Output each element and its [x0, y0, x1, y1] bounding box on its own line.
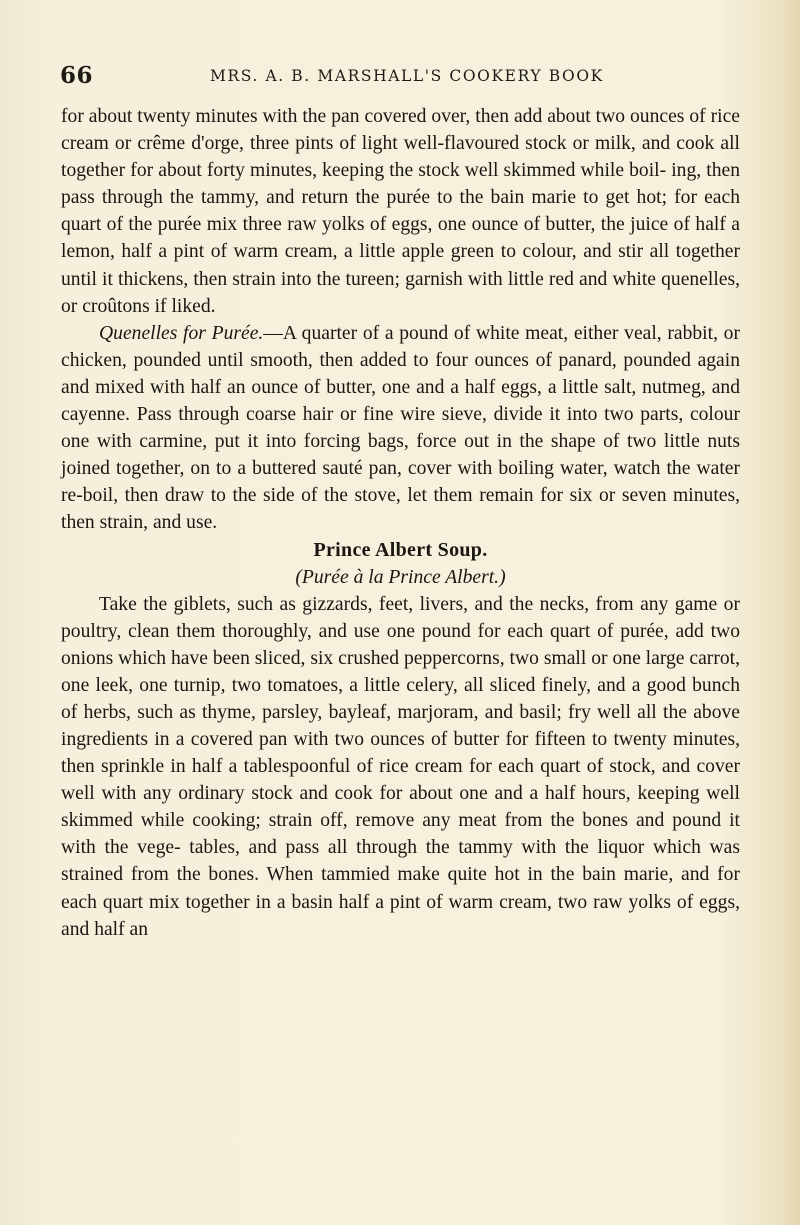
quenelles-heading: Quenelles for Purée.	[99, 322, 264, 344]
paragraph-soup-method: Take the giblets, such as gizzards, feet, livers, and the necks, from any game or poultry, clean them thoroughly, and use one pound for each quart of purée, add two onions which have been sliced, six crushed peppercorns, two small or one large carrot, one leek, one turnip, two tomatoes, a little celery, all sliced finely, and a good bunch of herbs, such as thyme, parsley, bayleaf, marjoram, and basil; fry well all the above ingredients in a covered pan with two ounces of butter for fifteen to twenty minutes, then sprinkle in half a tablespoonful of rice cream for each quart of stock, and cover well with any ordinary stock and cook for about one and a half hours, keeping well skimmed while cooking; strain off, remove any meat from the bones and pound it with the vege- tables, and pass all through the tammy with the liquor which was strained from the bones. When tammied make quite hot in the bain marie, and for each quart mix together in a basin half a pint of warm cream, two raw yolks of eggs, and half an	[61, 593, 740, 940]
soup-title: Prince Albert Soup.	[313, 538, 488, 561]
quenelles-text: —A quarter of a pound of white meat, either veal, rabbit, or chicken, pounded until smooth, then added to four ounces of panard, pounded again and mixed with half an ounce of butter, one and a half eggs, a little salt, nutmeg, and cayenne. Pass through coarse hair or fine wire sieve, divide it into two parts, colour one with carmine, put it into forcing bags, force out in the shape of two little nuts joined together, on to a buttered sauté pan, cover with boiling water, watch the water re-boil, then draw to the side of the stove, let them remain for six or seven minutes, then strain, and use.	[61, 322, 740, 534]
paragraph-quenelles	[61, 320, 740, 537]
header-title: MRS. A. B. MARSHALL'S COOKERY BOOK	[210, 67, 604, 85]
body-text	[61, 103, 740, 943]
paragraph-continuation: for about twenty minutes with the pan covered over, then add about two ounces of rice cream or crême d'orge, three pints of light well-flavoured stock or milk, and cook all together for about forty minutes, keeping the stock well skimmed while boil- ing, then pass through the tammy, and return the purée to the bain marie to get hot; for each quart of the purée mix three raw yolks of eggs, one ounce of butter, the juice of half a lemon, half a pint of warm cream, a little apple green to colour, and stir all together until it thickens, then strain into the tureen; garnish with little red and white quenelles, or croûtons if liked.	[61, 106, 740, 317]
soup-subtitle: (Purée à la Prince Albert.)	[295, 566, 506, 588]
running-head	[60, 62, 740, 92]
page-number: 66	[60, 62, 94, 89]
